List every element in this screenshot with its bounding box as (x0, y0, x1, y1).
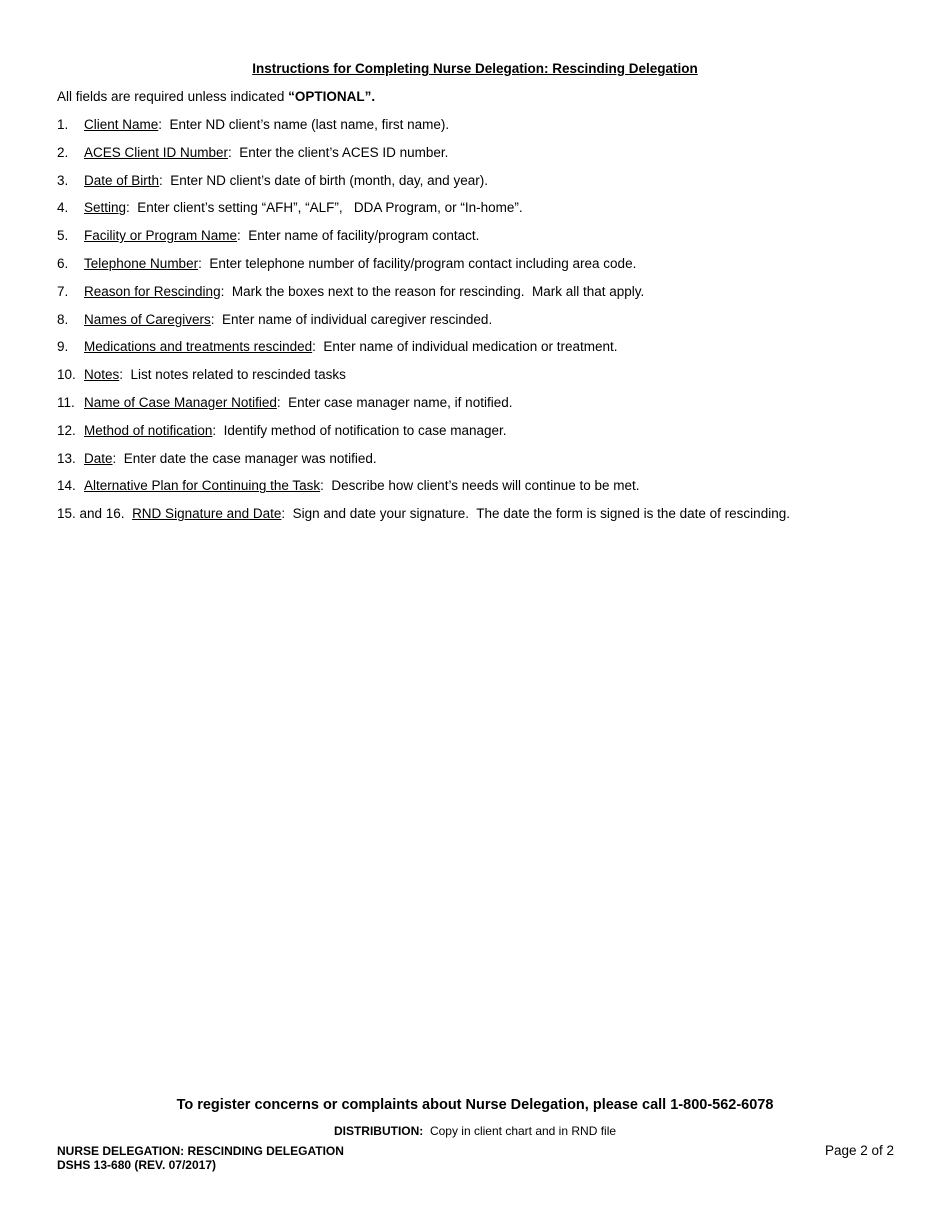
item-label: Medications and treatments rescinded (84, 339, 313, 355)
item-number: 14. (57, 478, 76, 494)
list-item (57, 367, 346, 382)
item-number: 6. (57, 256, 69, 271)
item-text: : Enter ND client’s date of birth (month, day, and year). (159, 172, 488, 188)
item-label: Name of Case Manager Notified (84, 395, 277, 410)
list-item (57, 423, 507, 438)
form-name: NURSE DELEGATION: RESCINDING DELEGATION (57, 1144, 344, 1158)
item-text: : Enter case manager name, if notified. (276, 395, 513, 410)
item-text: : Enter the client’s ACES ID number. (228, 144, 449, 160)
list-item (57, 451, 377, 466)
item-text: : Enter telephone number of facility/program contact including area code. (198, 256, 637, 271)
item-label: RND Signature and Date (132, 506, 282, 522)
distribution (0, 1124, 950, 1138)
item-label: Date of Birth (84, 172, 160, 188)
item-label: Client Name (84, 117, 159, 132)
item-number: 8. (57, 311, 69, 327)
item-number: 11. (57, 395, 75, 410)
item-text: : Sign and date your signature. The date the form is signed is the date of rescinding. (281, 506, 790, 522)
list-item (57, 506, 790, 521)
item-text: : List notes related to rescinded tasks (119, 367, 346, 383)
item-label: Names of Caregivers (84, 311, 211, 327)
item-text: : Mark the boxes next to the reason for rescinding. Mark all that apply. (220, 283, 645, 299)
item-label: Facility or Program Name (84, 228, 238, 244)
list-item (57, 145, 448, 160)
item-number: 10. (57, 367, 76, 383)
item-number: 2. (57, 144, 69, 160)
item-label: ACES Client ID Number (84, 144, 229, 160)
list-item (57, 478, 640, 493)
distribution-label: DISTRIBUTION: (333, 1124, 424, 1138)
item-label: Alternative Plan for Continuing the Task (84, 478, 321, 494)
item-text: : Enter date the case manager was notified. (112, 450, 377, 466)
list-item (57, 284, 644, 299)
list-item (57, 228, 479, 243)
list-item (57, 117, 449, 132)
item-text: : Enter client’s setting “AFH”, “ALF”, DDA Program, or “In-home”. (126, 200, 523, 216)
title-text: Instructions for Completing Nurse Delegation: Rescinding Delegation (252, 61, 698, 76)
list-item (57, 173, 488, 188)
intro-bold: “OPTIONAL”. (288, 89, 376, 104)
list-item (57, 256, 636, 271)
page-number: Page 2 of 2 (824, 1143, 894, 1158)
form-number: DSHS 13-680 (REV. 07/2017) (57, 1158, 216, 1172)
item-number: 12. (57, 422, 76, 438)
list-item (57, 200, 523, 215)
item-number: 3. (57, 172, 69, 188)
item-label: Method of notification (84, 422, 213, 438)
intro-text (57, 89, 375, 104)
list-item (57, 339, 618, 354)
item-number: 5. (57, 228, 69, 244)
item-number: 13. (57, 450, 76, 466)
item-label: Notes (84, 367, 120, 383)
item-number: 15. and 16. (57, 506, 133, 522)
item-number: 1. (57, 117, 69, 132)
item-text: : Enter ND client’s name (last name, first name). (158, 117, 450, 132)
item-text: : Enter name of individual caregiver rescinded. (210, 311, 493, 327)
item-number: 9. (57, 339, 69, 355)
item-number: 4. (57, 200, 69, 216)
list-item (57, 312, 492, 327)
intro-plain: All fields are required unless indicated (57, 89, 289, 104)
item-text: : Enter name of facility/program contact. (237, 228, 480, 244)
list-item (57, 395, 512, 410)
item-text: : Identify method of notification to case manager. (212, 422, 507, 438)
item-label: Setting (84, 200, 127, 216)
distribution-text: Copy in client chart and in RND file (423, 1124, 617, 1138)
item-number: 7. (57, 283, 69, 299)
item-text: : Describe how client’s needs will continue to be met. (320, 478, 640, 494)
item-label: Date (84, 450, 113, 466)
item-label: Telephone Number (84, 256, 199, 271)
item-text: : Enter name of individual medication or treatment. (312, 339, 618, 355)
complaint-line: To register concerns or complaints about Nurse Delegation, please call 1-800-562-6078 (176, 1097, 774, 1113)
page-title (0, 61, 950, 76)
item-label: Reason for Rescinding (84, 283, 221, 299)
